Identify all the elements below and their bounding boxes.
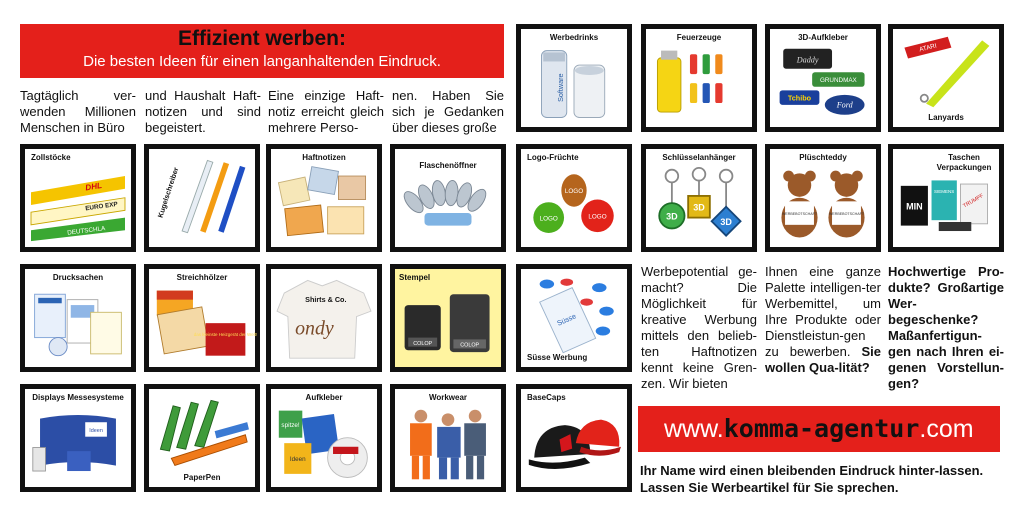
intro-column-1: Tagtäglich ver-wenden Millionen Menschen in Büro xyxy=(20,88,136,135)
sticky-notes-image xyxy=(277,167,371,239)
tile-logo-fruechte[interactable] xyxy=(516,144,632,252)
stamp-brand-2: COLOP xyxy=(460,342,480,349)
tile-label: Shirts & Co. xyxy=(305,295,347,305)
intro-column-4: nen. Haben Sie sich je Gedanken über dieses große xyxy=(392,88,504,135)
tile-label: Drucksachen xyxy=(52,273,104,282)
fruit-logo-2: LOGO xyxy=(539,215,558,223)
tile-label: Lanyards xyxy=(928,113,964,122)
tile-label: Plüschteddy xyxy=(799,153,847,162)
print-materials-image xyxy=(31,287,125,359)
tile-basecaps[interactable] xyxy=(516,384,632,492)
tile-label: Streichhölzer xyxy=(176,273,228,282)
lighters-image xyxy=(652,47,746,119)
tile-workwear[interactable] xyxy=(390,384,506,492)
keychain-3d-2: 3D xyxy=(693,202,705,213)
tile-label: Stempel xyxy=(399,273,431,282)
tile-paperpen[interactable] xyxy=(144,384,260,492)
tile-aufkleber[interactable] xyxy=(266,384,382,492)
website-prefix: www. xyxy=(664,415,724,443)
bag-text-2: SIEMENS xyxy=(934,189,955,195)
lanyard-text: ATARI xyxy=(918,42,938,54)
display-brand: Ideen xyxy=(89,428,103,435)
tile-label: Schlüsselanhänger xyxy=(662,153,736,162)
sticker-word-2: Ideen xyxy=(289,456,306,464)
displays-image xyxy=(31,415,125,473)
tile-label: Aufkleber xyxy=(305,393,343,402)
fruit-logo-1: LOGO xyxy=(564,188,584,196)
logo-fruits-image xyxy=(527,167,621,239)
tile-displays[interactable] xyxy=(20,384,136,492)
match-text: das kleinste Heizgerät der Welt! xyxy=(193,331,258,337)
tile-label: Feuerzeuge xyxy=(676,33,722,42)
website-suffix: .com xyxy=(919,415,974,443)
bag-text-3: TRUMPF xyxy=(962,193,985,210)
teddy-bears-image xyxy=(776,167,870,239)
tile-label: Displays Messesysteme xyxy=(32,393,124,402)
sticker-word-1: spitze! xyxy=(281,421,300,429)
banner-subtitle: Die besten Ideen für einen langanhaltenden Eindruck. xyxy=(83,53,441,70)
shirt-logo-text: ondy xyxy=(295,317,334,340)
tile-streichhoelzer[interactable] xyxy=(144,264,260,372)
tile-stempel[interactable] xyxy=(390,264,506,372)
pens-image xyxy=(155,155,249,235)
rule-text-3: DEUTSCHLA xyxy=(66,225,106,237)
tile-shirts[interactable] xyxy=(266,264,382,372)
werbedrinks-image xyxy=(527,47,621,119)
website-brand: komma-agentur xyxy=(723,414,920,443)
keychain-3d-1: 3D xyxy=(666,211,678,222)
tile-werbedrinks[interactable] xyxy=(516,24,632,132)
middle-column-2-text: Ihnen eine ganze Palette intelligen-ter Werbemittel, um Ihre Produkte oder Dienstleistun-gen zu bewerben. xyxy=(765,264,881,359)
teddy-shirt-text-2: WERBEBOTSCHAFT xyxy=(828,211,865,216)
shirt-image xyxy=(277,275,371,358)
folding-rules-image xyxy=(31,167,125,239)
sticker-text-1: Daddy xyxy=(796,55,819,65)
tile-zollstoecke[interactable] xyxy=(20,144,136,252)
workwear-image xyxy=(401,407,495,479)
sweets-text: Süsse xyxy=(555,311,578,328)
tile-taschen-verpackungen[interactable] xyxy=(888,144,1004,252)
keychain-3d-3: 3D xyxy=(720,216,732,227)
middle-column-3: Hochwertige Pro-dukte? Großartige Wer-begeschenke? Maßanfertigun-gen nach Ihren ei-genen Vorstellun-gen? xyxy=(888,264,1004,391)
tile-label: Zollstöcke xyxy=(31,153,71,162)
tile-label: PaperPen xyxy=(183,473,221,482)
intro-column-2: und Haushalt Haft-notizen und sind begeistert. xyxy=(145,88,261,135)
tile-plueschteddy[interactable] xyxy=(765,144,881,252)
tile-flaschenoeffner[interactable] xyxy=(390,144,506,252)
middle-column-2-question: Sie wollen Qua-lität? xyxy=(765,344,881,375)
lanyards-image xyxy=(899,35,993,107)
bag-text-1: MIN xyxy=(906,201,923,212)
tile-label: 3D-Aufkleber xyxy=(798,33,848,42)
keychains-image xyxy=(652,167,746,239)
tile-3d-aufkleber[interactable] xyxy=(765,24,881,132)
stickers-3d-image xyxy=(776,47,870,119)
tile-schluesselanhaenger[interactable] xyxy=(641,144,757,252)
tile-label: Süsse Werbung xyxy=(527,353,588,362)
teddy-shirt-text-1: WERBEBOTSCHAFT xyxy=(781,211,818,216)
closing-text: Ihr Name wird einen bleibenden Eindruck hinter-lassen. Lassen Sie Werbeartikel für Sie sprechen. xyxy=(640,463,984,495)
tile-label: Taschen Verpackungen xyxy=(936,153,992,172)
middle-column-1: Werbepotential ge-macht? Die Möglichkeit für kreative Werbung mittels den belieb-ten Haftnotizen kennt keine Gren-zen. Wir bieten xyxy=(641,264,757,391)
tile-label: Workwear xyxy=(428,393,468,402)
tile-drucksachen[interactable] xyxy=(20,264,136,372)
sweets-image xyxy=(527,275,621,347)
header-banner xyxy=(20,24,504,78)
website-banner[interactable] xyxy=(638,406,1000,452)
sticker-text-4: Ford xyxy=(836,100,853,110)
tile-label: Haftnotizen xyxy=(302,153,346,162)
bottle-openers-image xyxy=(401,175,495,233)
tile-haftnotizen[interactable] xyxy=(266,144,382,252)
stamps-image xyxy=(401,287,495,359)
matchbooks-image xyxy=(155,287,258,359)
tile-kugelschreiber[interactable] xyxy=(144,144,260,252)
intro-column-3: Eine einzige Haft-notiz erreicht gleich mehrere Perso- xyxy=(268,88,384,135)
basecaps-image xyxy=(527,407,621,479)
rule-text-2: EURO EXP xyxy=(84,200,119,213)
paperpens-image xyxy=(155,395,249,467)
tile-label: BaseCaps xyxy=(527,393,566,402)
bags-image xyxy=(899,175,993,231)
tile-label: Flaschenöffner xyxy=(419,161,477,170)
tile-suesse-werbung[interactable] xyxy=(516,264,632,372)
tile-feuerzeuge[interactable] xyxy=(641,24,757,132)
tile-lanyards[interactable] xyxy=(888,24,1004,132)
sticker-text-2: GRUNDMAX xyxy=(819,77,857,85)
tile-label-rotated: Kugelschreiber xyxy=(155,166,181,219)
rule-text-1: DHL xyxy=(84,180,103,193)
fruit-logo-3: LOGO xyxy=(588,213,607,221)
stickers-image xyxy=(277,407,371,479)
stamp-brand-1: COLOP xyxy=(413,340,433,347)
sticker-text-3: Tchibo xyxy=(787,93,812,103)
tile-label: Werbedrinks xyxy=(549,33,599,42)
middle-column-2 xyxy=(765,264,881,376)
tile-label: Logo-Früchte xyxy=(527,153,579,162)
banner-title: Effizient werben: xyxy=(177,27,346,50)
werbedrinks-text: Software xyxy=(556,73,566,102)
